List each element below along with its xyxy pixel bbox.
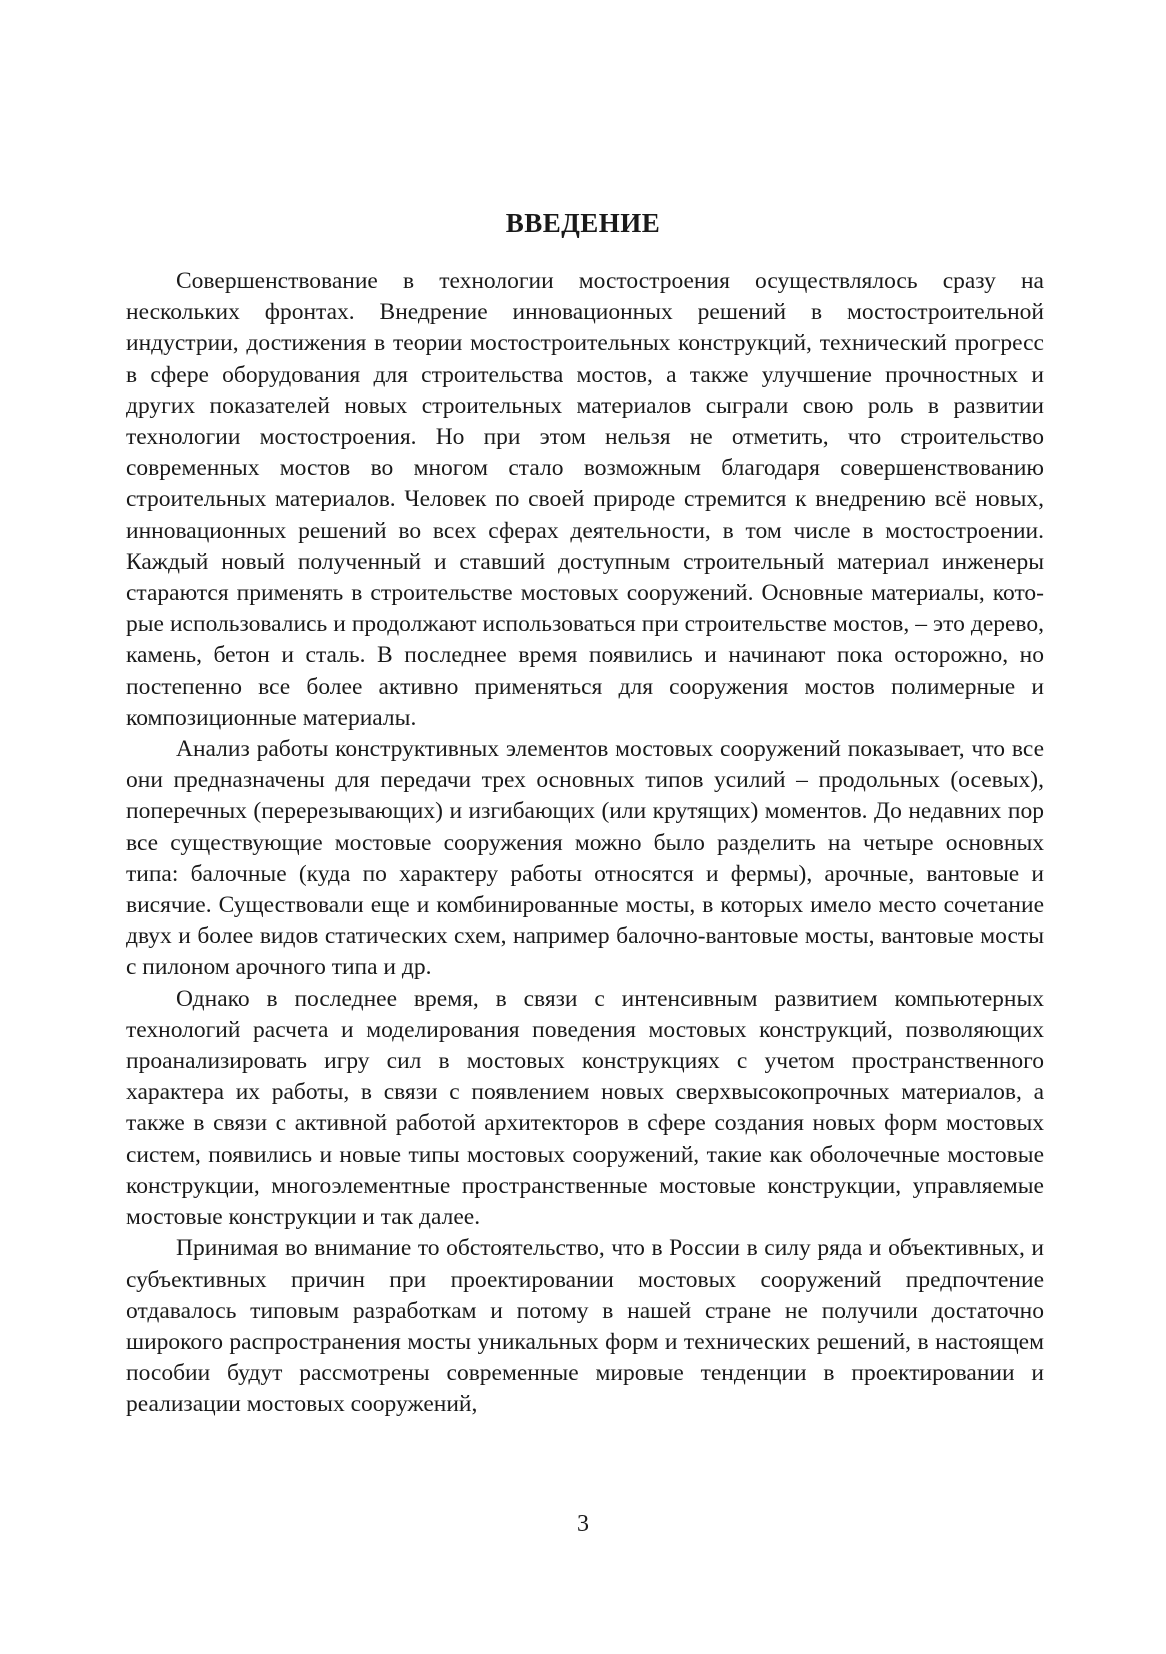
paragraph: Анализ работы конструктивных элементов мостовых сооружений показывает, что все они предназначены для передачи трех основных типов усилий – продольных (осевых), поперечных (перерезывающих) и изгибающих (или крутящих) моментов. До недавних пор все существующие мостовые сооружения можно было разделить на четыре основных типа: балочные (куда по характеру работы относятся и фермы), арочные, вантовые и висячие. Существовали еще и комбинированные мосты, в которых имело место сочетание двух и более видов статических схем, например балочно-вантовые мосты, вантовые мосты с пилоном арочного типа и др. (126, 736, 1044, 981)
section-title: ВВЕДЕНИЕ (505, 208, 661, 238)
paragraph: Совершенствование в технологии мостостроения осуществлялось сразу на нескольких фронтах. Внедрение инновационных решений в мостостроительной индустрии, достижения в теории мостостроительных конструкций, технический прогресс в сфере оборудования для строительства мостов, а также улучшение прочностных и других показателей новых строительных материалов сыграли свою роль в развитии технологии мостостроения. Но при этом нельзя не отметить, что строительство современных мостов во многом стало возможным благодаря совершенствованию строительных материалов. Человек по своей природе стремится к внедрению всё новых, инновационных решений во всех сферах деятельности, в том числе в мостостроении. Каждый новый полученный и ставший доступным строительный материал инженеры стараются применять в строительстве мостовых сооружений. Основные материалы, которые использовались и продолжают использоваться при строительстве мостов, – это дерево, камень, бетон и сталь. В последнее время появились и начинают пока осторожно, но постепенно все более активно применяться для сооружения мостов полимерные и композиционные материалы. (126, 268, 1044, 731)
page-number: 3 (577, 1511, 589, 1537)
body-text (126, 266, 1044, 1421)
paragraph: Однако в последнее время, в связи с интенсивным развитием компьютерных технологий расчета и моделирования поведения мостовых конструкций, позволяющих проанализировать игру сил в мостовых конструкциях с учетом пространственного характера их работы, в связи с появлением новых сверхвысокопрочных материалов, а также в связи с активной работой архитекторов в сфере создания новых форм мостовых систем, появились и новые типы мостовых сооружений, такие как оболочечные мостовые конструкции, многоэлементные пространственные мостовые конструкции, управляемые мостовые конструкции и так далее. (126, 985, 1044, 1231)
paragraph: Принимая во внимание то обстоятельство, что в России в силу ряда и объективных, и субъективных причин при проектировании мостовых сооружений предпочтение отдавалось типовым разработкам и потому в нашей стране не получили достаточно широкого распространения мосты уникальных форм и технических решений, в настоящем пособии будут рассмотрены современные мировые тенденции в проектировании и реализации мостовых сооружений, (126, 1235, 1044, 1418)
